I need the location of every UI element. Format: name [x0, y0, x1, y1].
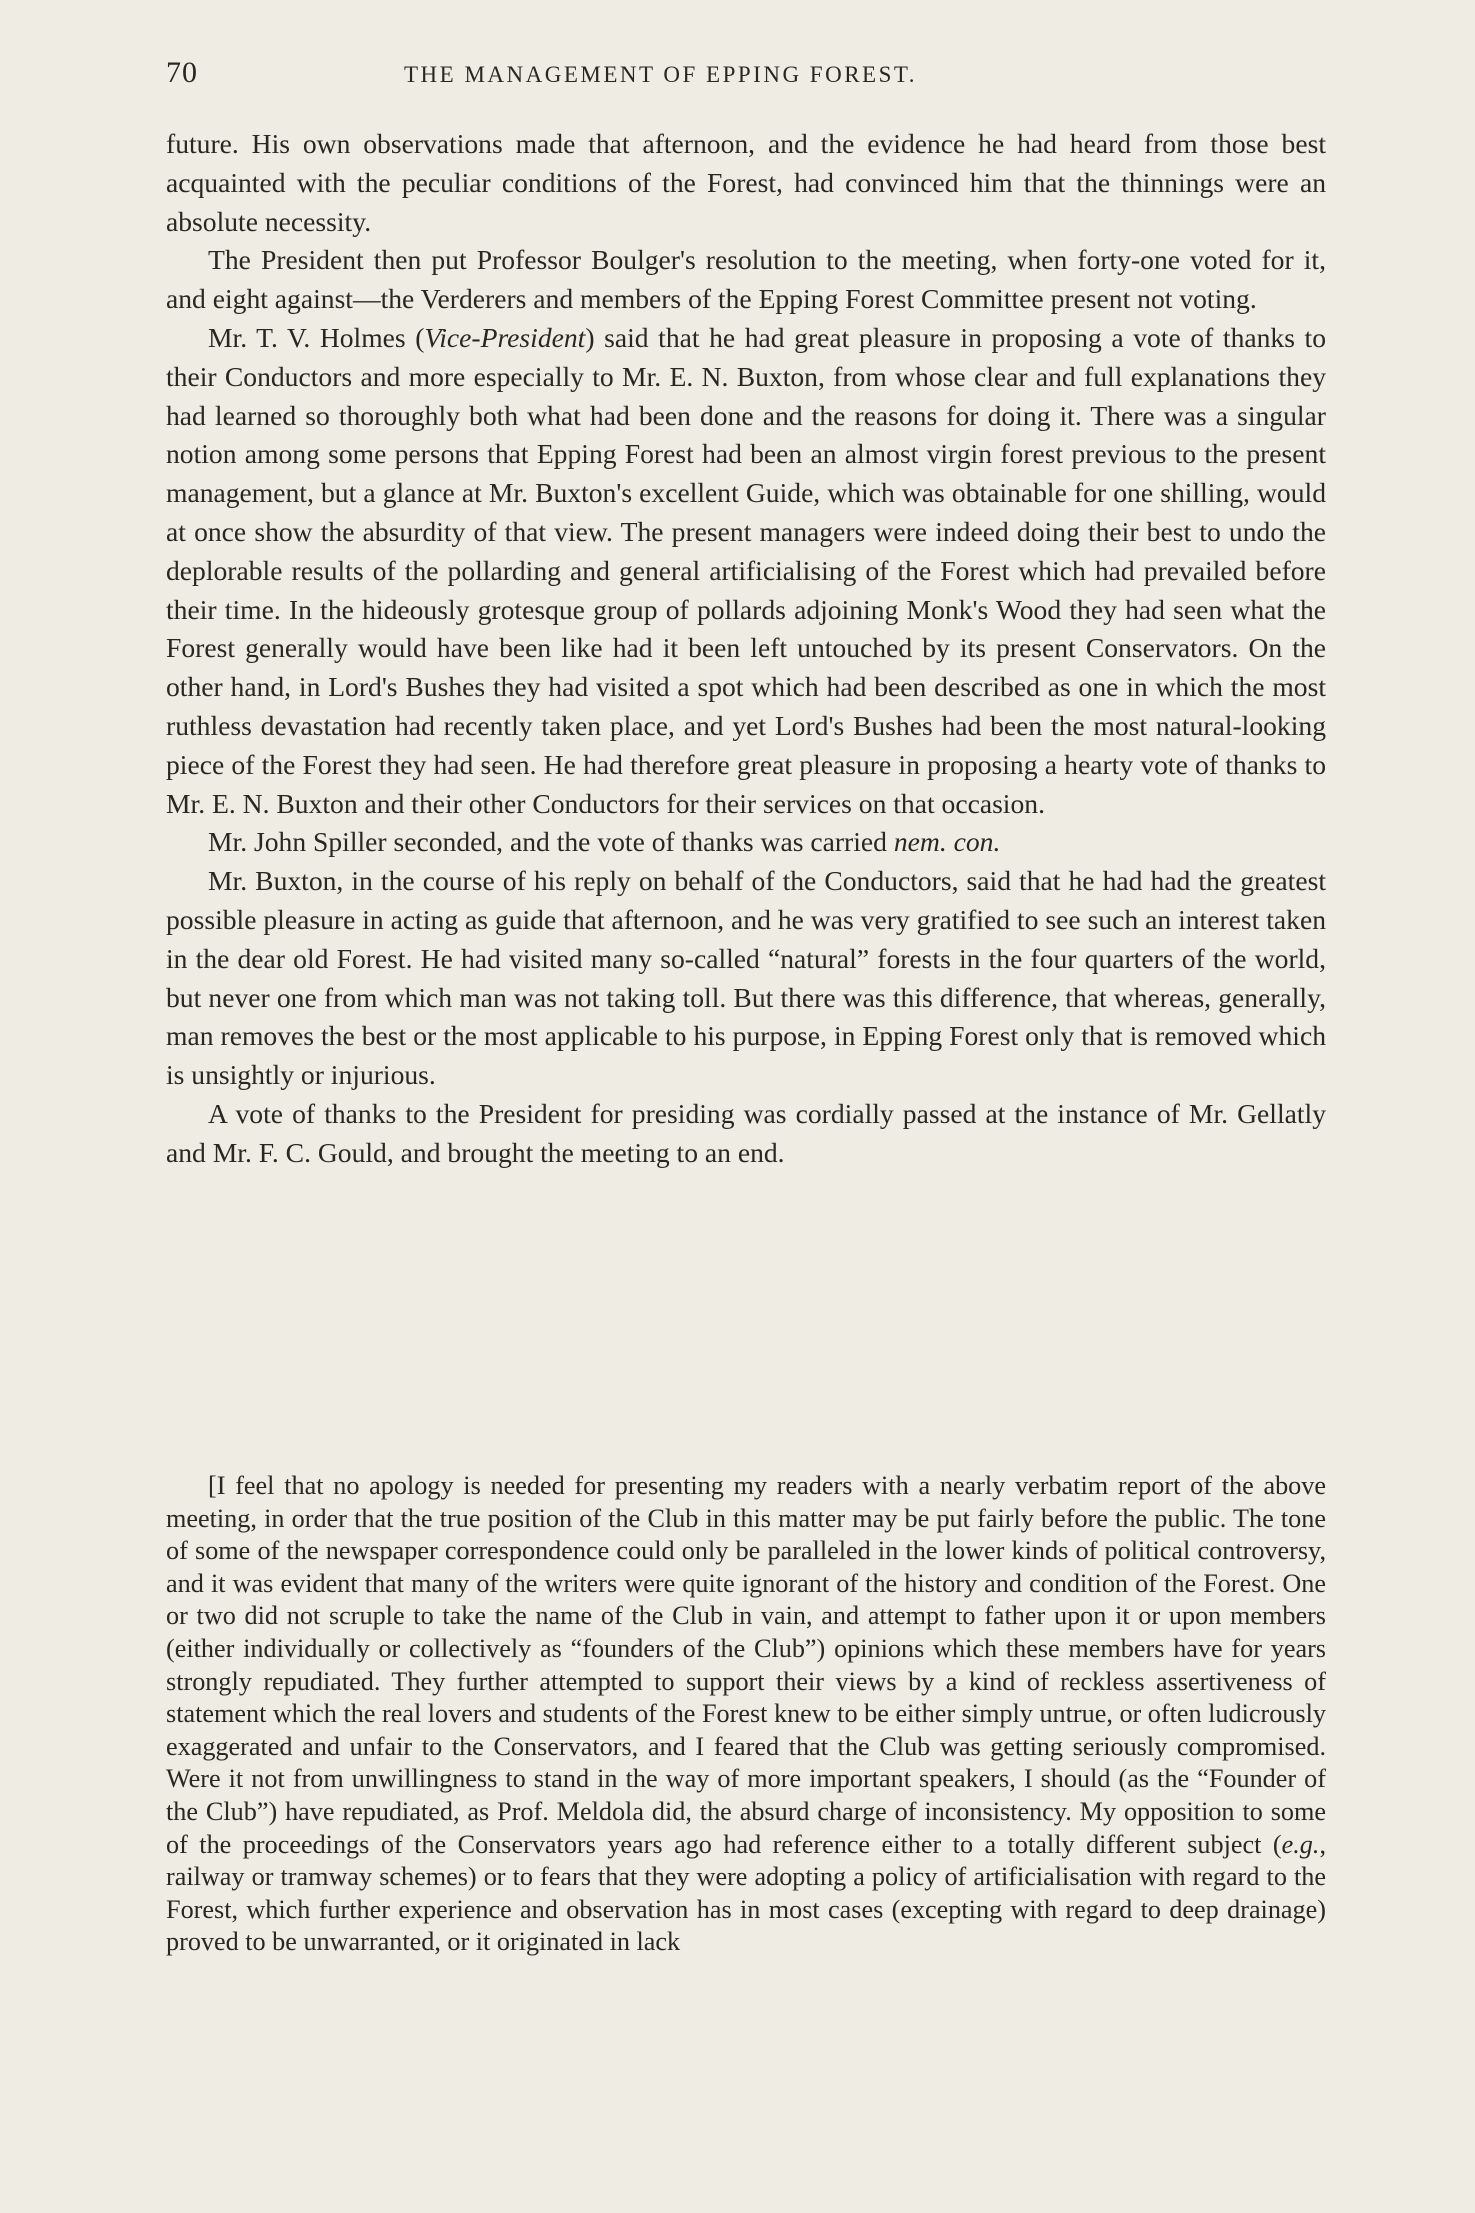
note-paragraph [166, 1470, 1326, 1959]
report-body [166, 125, 1326, 1173]
spiller-text: Mr. John Spiller seconded, and the vote of thanks was carried [208, 826, 894, 858]
note-text-start: [I feel that no apology is needed for presenting my readers with a nearly verbatim report of the above meeting, in order that the true position of the Club in this matter may be put fairly before the public. The tone of some of the newspaper correspondence could only be paralleled in the lower kinds of political controversy, and it was evident that many of the writers were quite ignorant of the history and condition of the Forest. One or two did not scruple to take the name of the Club in vain, and attempt to father upon it or upon members (either individually or collectively as “founders of the Club”) opinions which these members have for years strongly repudiated. They further attempted to support their views by a kind of reckless assertiveness of statement which the real lovers and students of the Forest knew to be either simply untrue, or often ludicrously exaggerated and unfair to the Conservators, and I feared that the Club was getting seriously compromised. Were it not from unwillingness to stand in the way of more important speakers, I should (as the “Founder of the Club”) have repudiated, as Prof. Meldola did, the absurd charge of inconsistency. My opposition to some of the proceedings of the Conservators years ago had reference either to a totally different subject ( [166, 1471, 1326, 1859]
paragraph-holmes-speech [166, 319, 1326, 823]
vice-president-title: Vice-President [424, 321, 586, 353]
note-text-rest: , railway or tramway schemes) or to fears that they were adopting a policy of artificialisation with regard to the Forest, which further experience and observation has in most cases (excepting with regard to deep drainage) proved to be unwarranted, or it originated in lack [166, 1829, 1326, 1957]
editorial-note [166, 1470, 1326, 1959]
holmes-speech-start: Mr. T. V. Holmes ( [208, 321, 425, 353]
running-head [166, 56, 1326, 96]
page-number: 70 [166, 56, 198, 89]
paragraph-vote-to-president: A vote of thanks to the President for presiding was cordially passed at the instance of Mr. Gellatly and Mr. F. C. Gould, and brought the meeting to an end. [166, 1097, 1326, 1168]
paragraph-continuation: future. His own observations made that afternoon, and the evidence he had heard from those best acquainted with the peculiar conditions of the Forest, had convinced him that the thinnings were an absolute necessity. [166, 128, 1326, 237]
eg-abbreviation: e.g. [1281, 1829, 1320, 1859]
holmes-speech-rest: ) said that he had great pleasure in proposing a vote of thanks to their Conductors and more especially to Mr. E. N. Buxton, from whose clear and full explanations they had learned so thoroughly both what had been done and the reasons for doing it. There was a singular notion among some persons that Epping Forest had been an almost virgin forest previous to the present management, but a glance at Mr. Buxton's excellent Guide, which was obtainable for one shilling, would at once show the absurdity of that view. The present managers were indeed doing their best to undo the deplorable results of the pollarding and general artificialising of the Forest which had prevailed before their time. In the hideously grotesque group of pollards adjoining Monk's Wood they had seen what the Forest generally would have been like had it been left untouched by its present Conservators. On the other hand, in Lord's Bushes they had visited a spot which had been described as one in which the most ruthless devastation had recently taken place, and yet Lord's Bushes had been the most natural-looking piece of the Forest they had seen. He had therefore great pleasure in proposing a hearty vote of thanks to Mr. E. N. Buxton and their other Conductors for their services on that occasion. [166, 321, 1326, 819]
paragraph-spiller-seconded [166, 823, 1326, 862]
running-title: THE MANAGEMENT OF EPPING FOREST. [404, 62, 917, 87]
nem-con: nem. con. [893, 826, 1001, 858]
paragraph-resolution-vote: The President then put Professor Boulger's resolution to the meeting, when forty-one voted for it, and eight against—the Verderers and members of the Epping Forest Committee present not voting. [166, 244, 1326, 315]
paragraph-buxton-reply: Mr. Buxton, in the course of his reply on behalf of the Conductors, said that he had had the greatest possible pleasure in acting as guide that afternoon, and he was very gratified to see such an interest taken in the dear old Forest. He had visited many so-called “natural” forests in the four quarters of the world, but never one from which man was not taking toll. But there was this difference, that whereas, generally, man removes the best or the most applicable to his purpose, in Epping Forest only that is removed which is unsightly or injurious. [166, 865, 1326, 1091]
